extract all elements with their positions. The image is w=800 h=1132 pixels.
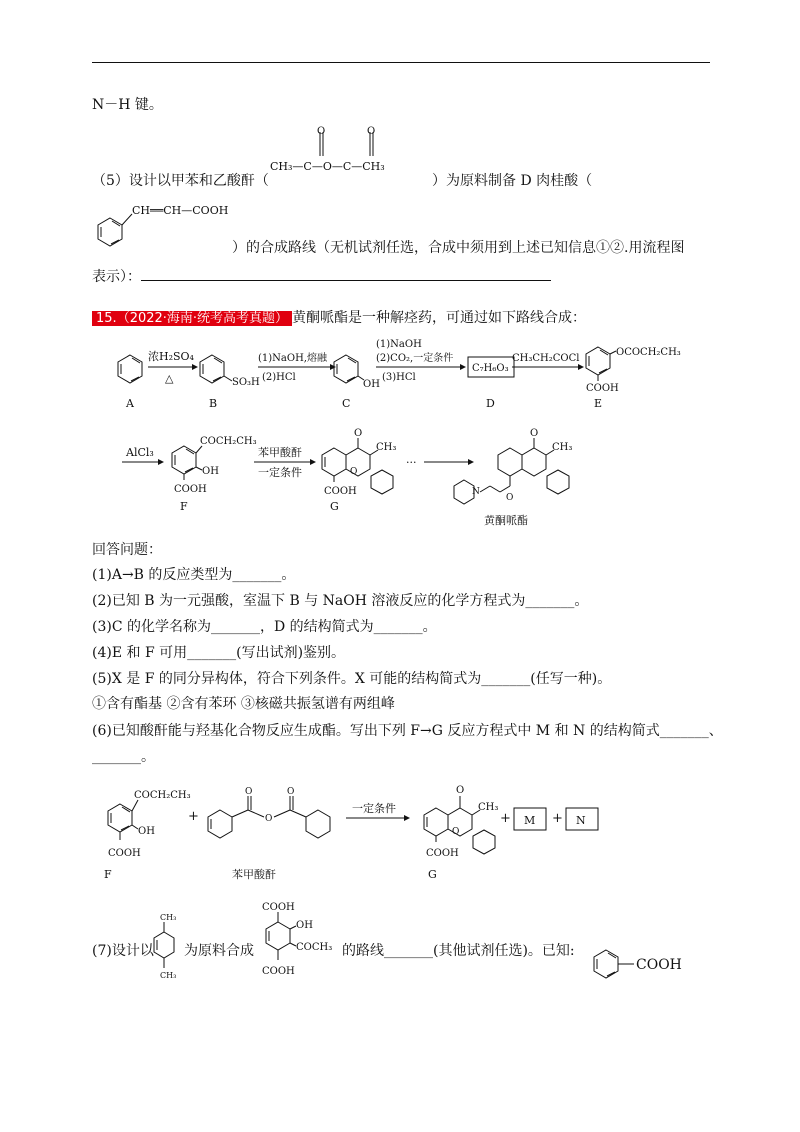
question-4: (4)E 和 F 可用_______(写出试剂)鉴别。	[92, 645, 346, 661]
reagent-4-top: CH₃CH₂COCl	[512, 353, 580, 364]
question-1: (1)A→B 的反应类型为_______。	[92, 567, 296, 583]
f-cooh: COOH	[174, 484, 207, 495]
reagent-benzoic-anhydride: 苯甲酸酐	[258, 446, 302, 459]
label-b: B	[209, 397, 218, 410]
q5-text-prefix: （5）设计以甲苯和乙酸酐（	[92, 173, 269, 189]
q5-label: 表示）：	[92, 269, 141, 285]
synthesis-scheme-1	[92, 335, 712, 415]
question-5-conditions: ①含有酯基 ②含有苯环 ③核磁共振氢谱有两组峰	[92, 696, 395, 712]
product-o2: O	[506, 493, 514, 503]
reagent-2-top: (1)NaOH,熔融	[258, 353, 327, 364]
reagent-3-top1: (1)NaOH	[376, 339, 422, 350]
label-e: E	[594, 397, 603, 410]
s3-plus-2: +	[500, 811, 511, 826]
compound-e	[586, 347, 616, 381]
s3-plus-1: +	[188, 809, 199, 824]
e-cooh: COOH	[586, 383, 619, 394]
reagent-2-bottom: (2)HCl	[262, 372, 296, 383]
product-n: N	[472, 487, 480, 497]
s3-label-g: G	[428, 868, 437, 881]
q15-header	[92, 309, 586, 328]
svg-text:O: O	[265, 814, 273, 824]
svg-text:O: O	[317, 126, 326, 137]
q15-source-tag	[92, 311, 292, 326]
label-c: C	[342, 397, 351, 410]
alcl3-reagent: AlCl₃	[126, 446, 154, 459]
label-f: F	[180, 500, 188, 513]
s3-g-cooh: COOH	[426, 848, 459, 859]
q15-intro: 黄酮哌酯是一种解痉药，可通过如下路线合成：	[292, 310, 587, 326]
compound-b	[200, 355, 232, 383]
e-substituent: OCOCH₂CH₃	[616, 347, 681, 358]
s3-n-box: N	[576, 814, 586, 827]
compound-a-benzene	[118, 355, 142, 383]
s3-condition: 一定条件	[352, 802, 396, 815]
q15-number: 15.	[96, 311, 117, 326]
q15-source: （2022·海南·统考高考真题）	[116, 311, 289, 326]
s3-anhydride-label: 苯甲酸酐	[232, 868, 276, 881]
s3-f-cooh: COOH	[108, 848, 141, 859]
question-2: (2)已知 B 为一元强酸，室温下 B 与 NaOH 溶液反应的化学方程式为_______。	[92, 593, 589, 609]
compound-c-phenol	[334, 355, 364, 383]
q7-prefix: (7)设计以	[92, 943, 154, 959]
q7-oh: OH	[296, 920, 313, 931]
svg-text:O: O	[287, 787, 295, 797]
d-formula: C₇H₆O₃	[472, 363, 509, 374]
q7-mid1: 为原料合成	[184, 943, 254, 959]
q5-text-line2: ）的合成路线（无机试剂任选，合成中须用到上述已知信息①②.用流程图	[232, 240, 685, 256]
c-oh: OH	[363, 379, 380, 390]
label-a: A	[126, 397, 134, 410]
product-ch3: CH₃	[552, 442, 573, 453]
q7-mid2: 的路线_______(其他试剂任选)。已知:	[342, 943, 575, 959]
anhydride-formula: CH₃—C—O—C—CH₃	[270, 160, 385, 173]
svg-text:O: O	[367, 126, 376, 137]
reagent-condition: 一定条件	[258, 466, 302, 479]
g-ch3: CH₃	[376, 442, 397, 453]
q5-answer-blank[interactable]	[141, 266, 551, 281]
label-g: G	[330, 500, 339, 513]
q7-cooh-bottom: COOH	[262, 966, 295, 977]
product-o: O	[530, 428, 539, 439]
g-o: O	[354, 428, 363, 439]
b-so3h: SO₃H	[232, 377, 260, 388]
q7-benzoic-cooh: COOH	[636, 957, 682, 973]
header-rule	[92, 62, 710, 63]
label-d: D	[486, 397, 495, 410]
q7-cooh-top: COOH	[262, 902, 295, 913]
q5-text-mid: ）为原料制备 D 肉桂酸（	[432, 173, 593, 189]
reagent-3-top2: (2)CO₂,一定条件	[376, 353, 454, 364]
dots: ···	[406, 456, 417, 469]
s3-g-o: O	[456, 785, 465, 796]
question-3: (3)C 的化学名称为_______，D 的结构简式为_______。	[92, 619, 437, 635]
f-structure	[108, 800, 138, 840]
q7-coch3: COCH₃	[296, 942, 333, 953]
q5-text-line3	[92, 266, 551, 286]
cinnamic-formula: CH══CH—COOH	[132, 204, 229, 217]
s3-g-ch3: CH₃	[478, 802, 499, 813]
question-6: (6)已知酸酐能与羟基化合物反应生成酯。写出下列 F→G 反应方程式中 M 和 N 的结构简式_______、	[92, 723, 723, 739]
s3-m-box: M	[524, 814, 536, 827]
answer-intro: 回答问题：	[92, 542, 162, 558]
reagent-1-bottom: △	[165, 372, 174, 385]
compound-f	[172, 446, 202, 480]
synthesis-scheme-2	[92, 420, 712, 530]
question-6-blank: _______。	[92, 749, 155, 765]
svg-text:O: O	[245, 787, 253, 797]
label-product: 黄酮哌酯	[484, 514, 528, 527]
q7-ch3-top: CH₃	[160, 913, 177, 922]
reagent-3-bottom: (3)HCl	[382, 372, 416, 383]
s3-f-oh: OH	[138, 826, 155, 837]
q7-para-xylene-structure	[152, 912, 184, 992]
s3-label-f: F	[104, 868, 112, 881]
q7-ch3-bottom: CH₃	[160, 971, 177, 980]
reagent-1-top: 浓H₂SO₄	[148, 350, 194, 363]
q7-target-structure	[256, 898, 342, 998]
question-5: (5)X 是 F 的同分异构体，符合下列条件。X 可能的结构简式为_______(任写一种)。	[92, 671, 612, 687]
s3-plus-3: +	[552, 811, 563, 826]
acetic-anhydride-structure	[270, 126, 420, 186]
s3-f-coet: COCH₂CH₃	[134, 790, 191, 801]
q7-benzoic-acid-structure	[584, 944, 704, 994]
svg-text:O: O	[452, 827, 460, 837]
f-oh: OH	[202, 466, 219, 477]
svg-text:O: O	[350, 467, 358, 477]
f-coet: COCH₂CH₃	[200, 436, 257, 447]
g-cooh: COOH	[324, 486, 357, 497]
reaction-scheme-f-to-g	[92, 782, 712, 892]
nh-bond-text: N－H 键。	[92, 97, 163, 113]
